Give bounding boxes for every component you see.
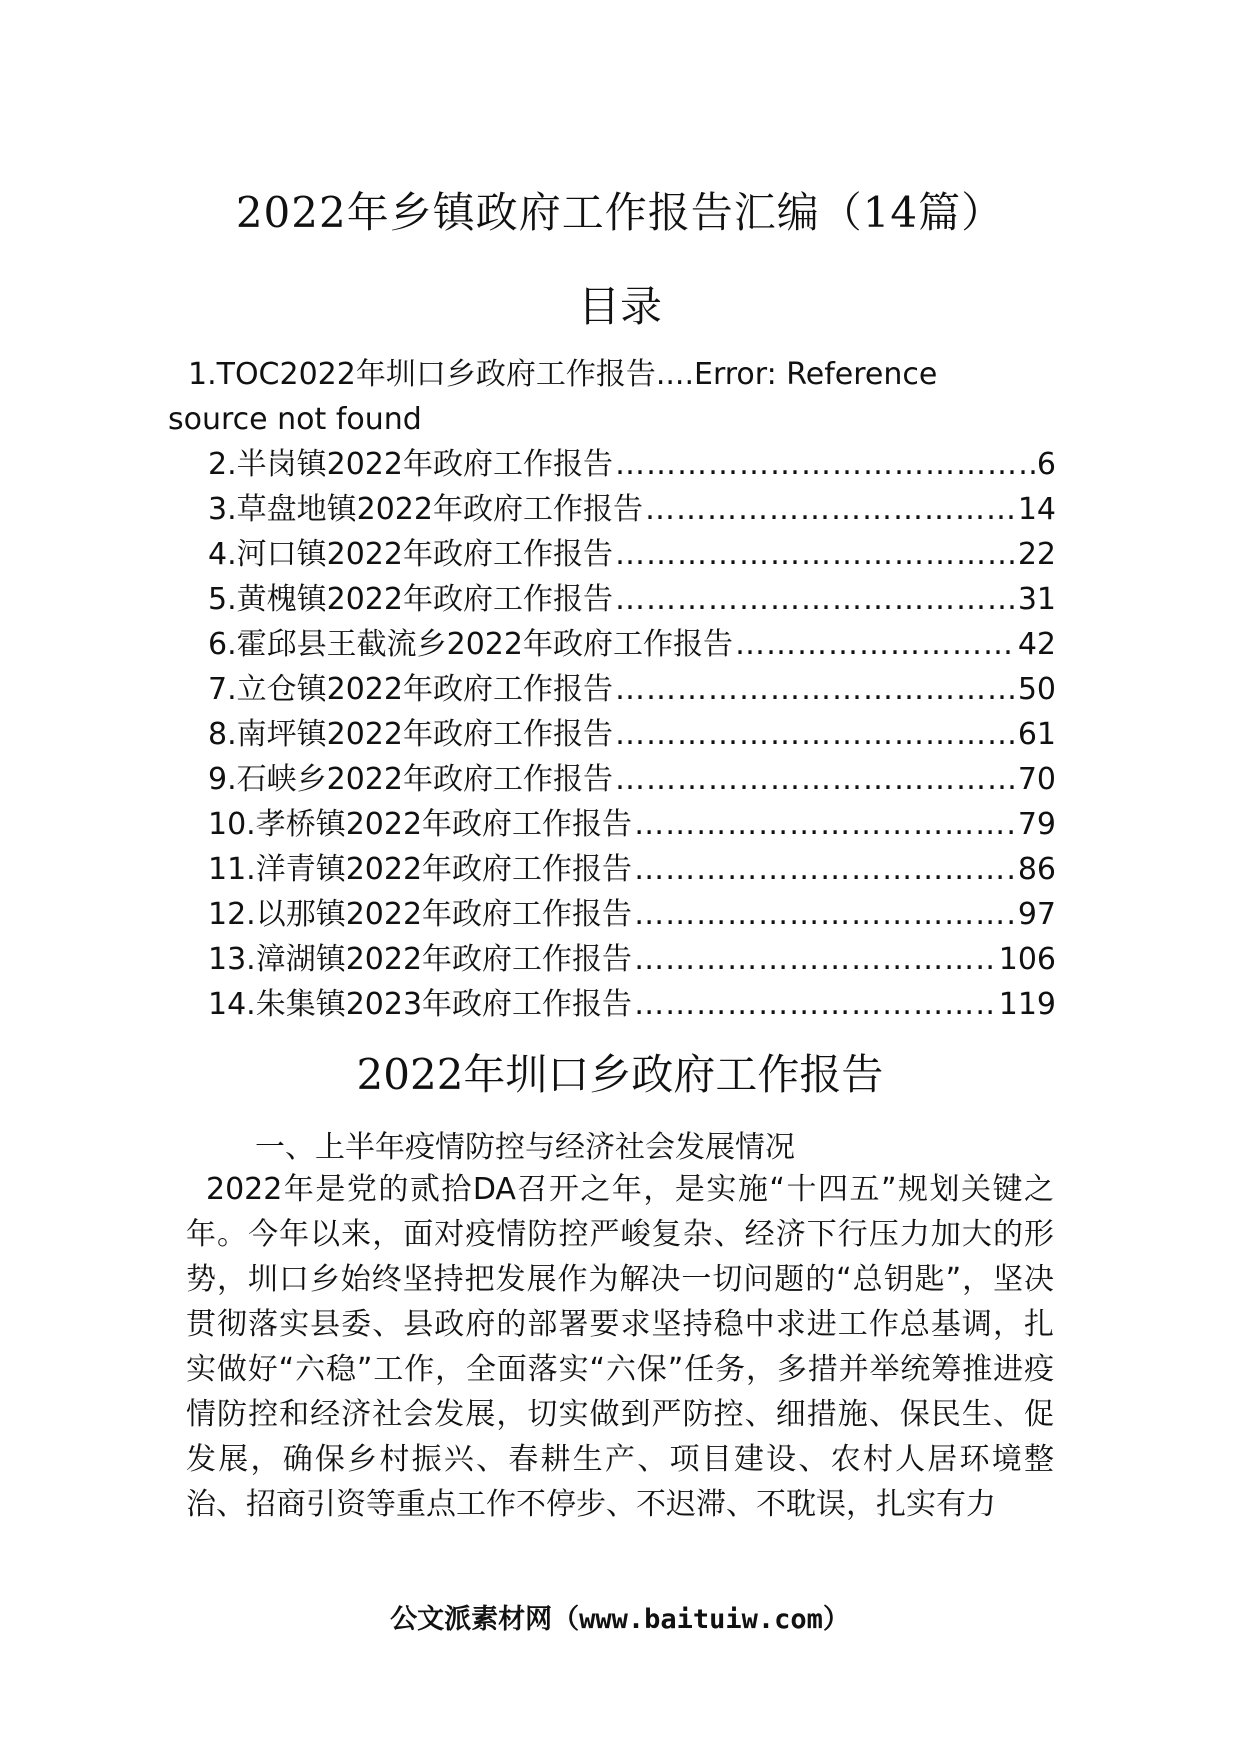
toc-dot-leader: [634, 802, 1016, 847]
table-of-contents: [208, 442, 1056, 1027]
toc-entry[interactable]: [208, 622, 1056, 667]
toc-entry-label: 6.霍邱县王截流乡2022年政府工作报告: [208, 627, 733, 662]
toc-entry-page-number: 70: [1017, 762, 1056, 797]
toc-entry[interactable]: [208, 937, 1056, 982]
toc-entry-label: 11.洋青镇2022年政府工作报告: [208, 852, 633, 887]
toc-dot-leader: [615, 577, 1016, 622]
toc-entry-page-number: 79: [1017, 807, 1056, 842]
toc-entry[interactable]: [208, 712, 1056, 757]
section-title: 2022年圳口乡政府工作报告: [356, 1050, 884, 1099]
section-subheading: 一、上半年疫情防控与经济社会发展情况: [255, 1130, 795, 1165]
toc-entry[interactable]: [208, 667, 1056, 712]
toc-entry[interactable]: [208, 892, 1056, 937]
toc-entry-page-number: 31: [1017, 582, 1056, 617]
toc-entry[interactable]: [208, 442, 1056, 487]
toc-entry-1[interactable]: [168, 352, 1056, 442]
toc-entry[interactable]: [208, 532, 1056, 577]
footer-watermark: 公文派素材网（www.baituiw.com）: [390, 1604, 850, 1635]
toc-entry-label: 2.半岗镇2022年政府工作报告: [208, 447, 613, 482]
toc-entry-page-number: 86: [1017, 852, 1056, 887]
toc-entry-label: 9.石峡乡2022年政府工作报告: [208, 762, 613, 797]
toc-dot-leader: [634, 847, 1016, 892]
toc-dot-leader: [634, 892, 1016, 937]
toc-entry-page-number: 119: [998, 987, 1056, 1022]
toc-entry-label: 10.孝桥镇2022年政府工作报告: [208, 807, 633, 842]
toc-entry-label: 8.南坪镇2022年政府工作报告: [208, 717, 613, 752]
toc-dot-leader: [634, 937, 997, 982]
toc-dot-leader: [634, 982, 997, 1027]
toc-dot-leader: [615, 532, 1016, 577]
toc-entry-1-line2: source not found: [168, 402, 422, 437]
toc-entry-label: 12.以那镇2022年政府工作报告: [208, 897, 633, 932]
body-paragraph: 2022年是党的贰拾DA召开之年，是实施“十四五”规划关键之年。今年以来，面对疫情防控严峻复杂、经济下行压力加大的形势，圳口乡始终坚持把发展作为解决一切问题的“总钥匙”，坚决贯彻落实县委、县政府的部署要求坚持稳中求进工作总基调，扎实做好“六稳”工作，全面落实“六保”任务，多措并举统筹推进疫情防控和经济社会发展，切实做到严防控、细措施、保民生、促发展，确保乡村振兴、春耕生产、项目建设、农村人居环境整治、招商引资等重点工作不停步、不迟滞、不耽误，扎实有力: [186, 1172, 1054, 1522]
toc-entry[interactable]: [208, 982, 1056, 1027]
toc-entry-label: 4.河口镇2022年政府工作报告: [208, 537, 613, 572]
toc-dot-leader: [615, 712, 1016, 757]
toc-entry-1-line1: 1.TOC2022年圳口乡政府工作报告....Error: Reference: [188, 357, 938, 392]
toc-entry-label: 14.朱集镇2023年政府工作报告: [208, 987, 633, 1022]
toc-entry-page-number: 14: [1017, 492, 1056, 527]
toc-dot-leader: [645, 487, 1016, 532]
toc-entry-label: 7.立仓镇2022年政府工作报告: [208, 672, 613, 707]
toc-dot-leader: [735, 622, 1016, 667]
toc-entry-label: 5.黄槐镇2022年政府工作报告: [208, 582, 613, 617]
toc-entry-label: 13.漳湖镇2022年政府工作报告: [208, 942, 633, 977]
toc-entry[interactable]: [208, 802, 1056, 847]
toc-entry-page-number: 106: [998, 942, 1056, 977]
toc-entry-page-number: 22: [1017, 537, 1056, 572]
toc-entry-page-number: 42: [1017, 627, 1056, 662]
document-title: 2022年乡镇政府工作报告汇编（14篇）: [235, 188, 1005, 237]
toc-dot-leader: [615, 667, 1016, 712]
toc-entry-label: 3.草盘地镇2022年政府工作报告: [208, 492, 643, 527]
toc-entry-page-number: 50: [1017, 672, 1056, 707]
toc-dot-leader: [615, 442, 1035, 487]
toc-heading: 目录: [577, 282, 662, 331]
toc-entry-page-number: 6: [1036, 447, 1056, 482]
toc-entry[interactable]: [208, 487, 1056, 532]
toc-dot-leader: [615, 757, 1016, 802]
toc-entry-page-number: 97: [1017, 897, 1056, 932]
toc-entry-page-number: 61: [1017, 717, 1056, 752]
toc-entry[interactable]: [208, 847, 1056, 892]
toc-entry[interactable]: [208, 577, 1056, 622]
toc-entry[interactable]: [208, 757, 1056, 802]
